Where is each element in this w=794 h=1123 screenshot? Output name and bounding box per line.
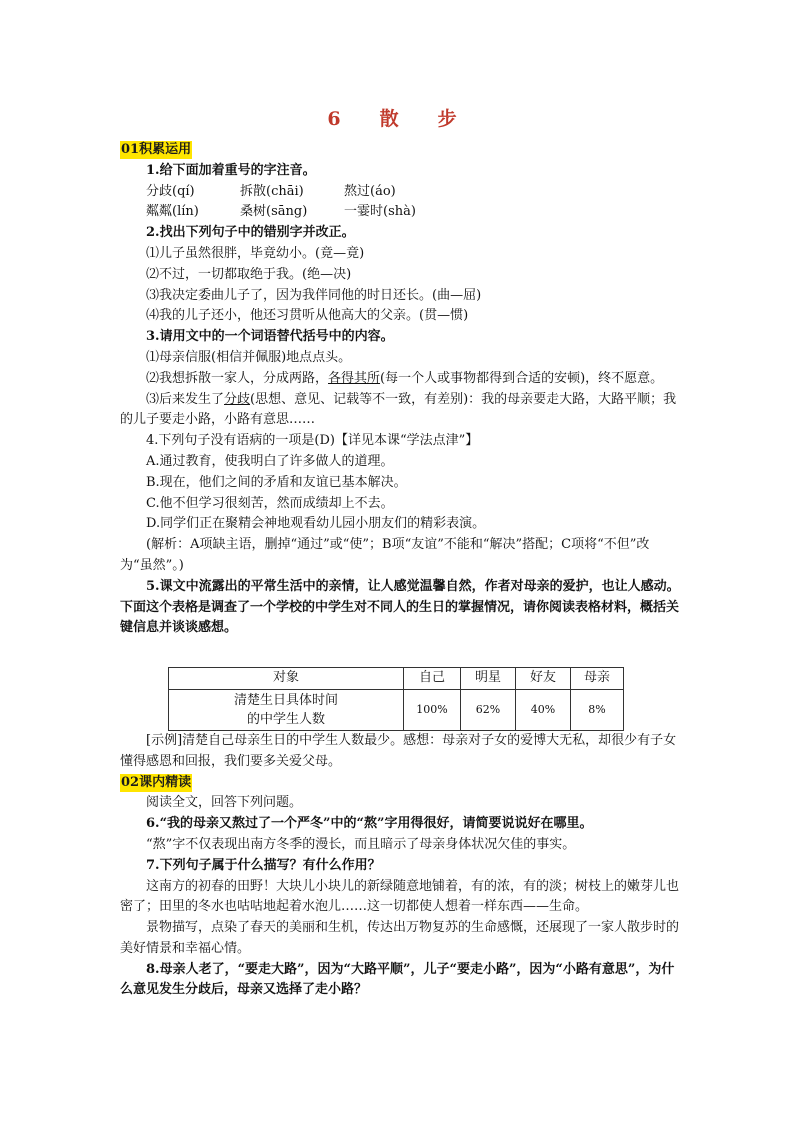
reading-intro: 阅读全文，回答下列问题。 <box>146 795 303 811</box>
question-7-quote: 这南方的初春的田野！大块儿小块儿的新绿随意地铺着，有的浓，有的淡；树枝上的嫩芽儿也密了；田里的冬水也咕咕地起着水泡儿……这一切都使人想着一样东西——生命。 <box>120 878 680 915</box>
question-7-answer: 景物描写，点染了春天的美丽和生机，传达出万物复苏的生命感慨，还展现了一家人散步时的美好情景和幸福心情。 <box>120 920 680 956</box>
section-header-1 <box>120 140 680 161</box>
underlined-word: 分歧 <box>224 391 251 407</box>
table-header: 对象 <box>169 668 404 690</box>
question-4-stem: 4.下列句子没有语病的一项是(D)【详见本课“学法点津”】 <box>146 433 479 449</box>
document-body <box>120 140 680 1001</box>
pinyin-item: 拆散(chāi) <box>240 183 304 199</box>
pinyin-row-2 <box>120 202 680 223</box>
question-3-item-3: ⑶后来发生了分歧(思想、意见、记载等不一致，有差别)：我的母亲要走大路，大路平顺；我的儿子要走小路，小路有意思…… <box>120 391 677 428</box>
pinyin-row-1 <box>120 182 680 203</box>
question-3-stem: 3.请用文中的一个词语替代括号中的内容。 <box>146 329 394 345</box>
birthday-survey-table <box>168 667 624 731</box>
pinyin-item: 桑树(sāng) <box>240 204 308 220</box>
question-1-stem: 1.给下面加着重号的字注音。 <box>146 162 316 178</box>
table-cell: 100% <box>404 689 461 730</box>
pinyin-item: 熬过(áo) <box>344 183 396 199</box>
question-6-answer: “熬”字不仅表现出南方冬季的漫长，而且暗示了母亲身体状况欠佳的事实。 <box>146 836 576 852</box>
question-6-stem: 6.“我的母亲又熬过了一个严冬”中的“熬”字用得很好，请简要说说好在哪里。 <box>146 816 593 832</box>
question-2-item: ⑵不过，一切都取绝于我。(绝—决) <box>146 266 352 282</box>
question-3-item-1: ⑴母亲信服(相信并佩服)地点点头。 <box>146 349 352 365</box>
table-cell: 40% <box>516 689 571 730</box>
option-b: B.现在，他们之间的矛盾和友谊已基本解决。 <box>146 474 407 490</box>
table-header: 自己 <box>404 668 461 690</box>
question-2-stem: 2.找出下列句子中的错别字并改正。 <box>146 225 355 241</box>
section-badge: 01积累运用 <box>121 142 192 157</box>
option-d: D.同学们正在聚精会神地观看幼儿园小朋友们的精彩表演。 <box>146 516 486 532</box>
table-cell: 8% <box>571 689 624 730</box>
question-7-stem: 7.下列句子属于什么描写？有什么作用？ <box>146 857 381 873</box>
question-2-item: ⑴儿子虽然很胖，毕竟幼小。(竟—竟) <box>146 245 365 261</box>
question-5-answer: [示例]清楚自己母亲生日的中学生人数最少。感想：母亲对子女的爱博大无私，却很少有子女懂得感恩和回报，我们要多关爱父母。 <box>120 732 677 769</box>
pinyin-item: 粼粼(lín) <box>146 204 199 220</box>
question-5-stem: 5.课文中流露出的平常生活中的亲情，让人感觉温馨自然，作者对母亲的爱护，也让人感动。下面这个表格是调查了一个学校的中学生对不同人的生日的掌握情况，请你阅读表格材料，概括关键信息并谈谈感想。 <box>120 578 680 636</box>
question-4-analysis: (解析：A项缺主语，删掉“通过”或“使”；B项“友谊”不能和“解决”搭配；C项将“不但”改为“虽然”。) <box>120 537 650 573</box>
option-a: A.通过教育，使我明白了许多做人的道理。 <box>146 453 394 469</box>
table-row-label: 清楚生日具体时间 的中学生人数 <box>169 689 404 730</box>
section-badge: 02课内精读 <box>121 774 192 790</box>
question-2-item: ⑶我决定委曲儿子了，因为我伴同他的时日还长。(曲—屈) <box>146 287 482 303</box>
question-2-item: ⑷我的儿子还小，他还习贯听从他高大的父亲。(贯—惯) <box>146 308 469 324</box>
table-header: 明星 <box>461 668 516 690</box>
table-header-row <box>169 668 624 690</box>
section-header-2 <box>120 773 680 794</box>
table-cell: 62% <box>461 689 516 730</box>
page-title: 6 散 步 <box>327 108 467 130</box>
question-3-item-2: ⑵我想拆散一家人，分成两路，各得其所(每一个人或事物都得到合适的安顿)，终不愿意。 <box>146 370 664 386</box>
underlined-word: 各得其所 <box>328 370 381 386</box>
table-header: 母亲 <box>571 668 624 690</box>
pinyin-item: 一霎时(shà) <box>344 204 416 220</box>
question-8-stem: 8.母亲人老了，“要走大路”，因为“大路平顺”，儿子“要走小路”，因为“小路有意思”，为什么意见发生分歧后，母亲又选择了走小路？ <box>120 961 675 998</box>
table-row <box>169 689 624 730</box>
table-header: 好友 <box>516 668 571 690</box>
pinyin-item: 分歧(qí) <box>146 183 195 199</box>
option-c: C.他不但学习很刻苦，然而成绩却上不去。 <box>146 495 394 511</box>
